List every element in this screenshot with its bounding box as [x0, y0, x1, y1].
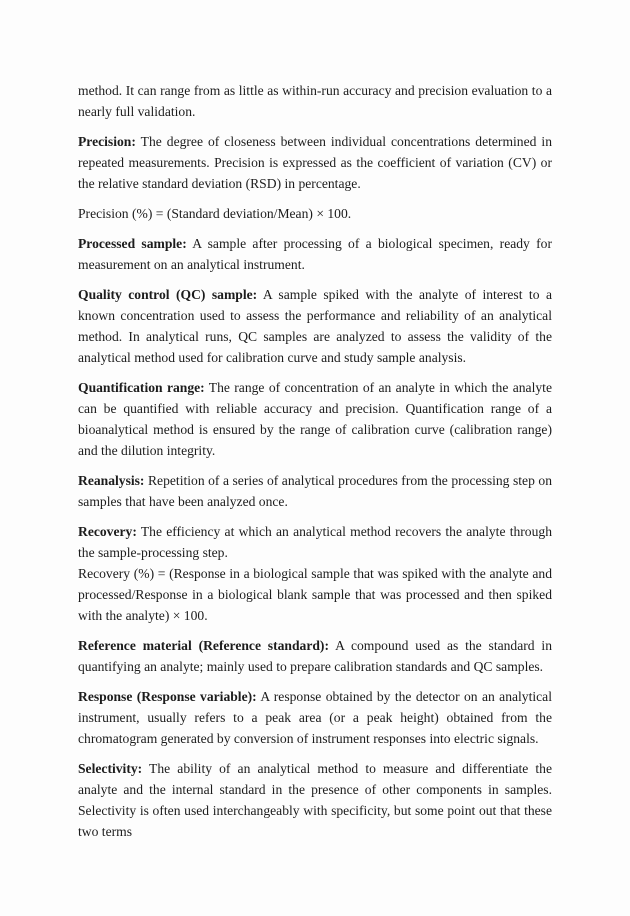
- term-label: Quantification range:: [78, 380, 205, 395]
- term-label: Processed sample:: [78, 236, 187, 251]
- paragraph-recovery: [78, 521, 552, 626]
- paragraph-selectivity: [78, 758, 552, 842]
- formula-text: Precision (%) = (Standard deviation/Mean) × 100.: [78, 206, 352, 221]
- term-label: Reference material (Reference standard):: [78, 638, 329, 653]
- paragraph-method-continuation: [78, 80, 552, 122]
- term-label: Reanalysis:: [78, 473, 145, 488]
- term-label: Quality control (QC) sample:: [78, 287, 258, 302]
- definition-text: A sample after processing of a biological specimen, ready for measurement on an analytical instrument.: [78, 236, 552, 272]
- term-label: Response (Response variable):: [78, 689, 257, 704]
- definition-text: The degree of closeness between individual concentrations determined in repeated measurements. Precision is expressed as the coefficient of variation (CV) or the relative standard deviation (RSD) in percentage.: [78, 134, 552, 191]
- term-label: Precision:: [78, 134, 136, 149]
- paragraph-quantification-range: [78, 377, 552, 461]
- definition-text: A response obtained by the detector on an analytical instrument, usually refers to a peak area (or a peak height) obtained from the chromatogram generated by conversion of instrument responses into electric signals.: [78, 689, 552, 746]
- paragraph-precision-formula: [78, 203, 552, 224]
- definition-text: The range of concentration of an analyte in which the analyte can be quantified with reliable accuracy and precision. Quantification range of a bioanalytical method is ensured by the range of calibration curve (calibration range) and the dilution integrity.: [78, 380, 552, 458]
- term-label: Recovery:: [78, 524, 137, 539]
- paragraph-reference-material: [78, 635, 552, 677]
- definition-text: A compound used as the standard in quantifying an analyte; mainly used to prepare calibration standards and QC samples.: [78, 638, 552, 674]
- paragraph-qc-sample: [78, 284, 552, 368]
- term-label: Selectivity:: [78, 761, 143, 776]
- definition-text: The ability of an analytical method to measure and differentiate the analyte and the internal standard in the presence of other components in samples. Selectivity is often used interchangeably with specificity, but some point out that these two terms: [78, 761, 553, 839]
- paragraph-response: [78, 686, 552, 749]
- paragraph-processed-sample: [78, 233, 552, 275]
- definition-text: A sample spiked with the analyte of interest to a known concentration used to assess the performance and reliability of an analytical method. In analytical runs, QC samples are analyzed to assess the validity of the analytical method used for calibration curve and study sample analysis.: [78, 287, 552, 365]
- definition-text: The efficiency at which an analytical method recovers the analyte through the sample-processing step.: [78, 524, 552, 560]
- definition-text: Repetition of a series of analytical procedures from the processing step on samples that have been analyzed once.: [78, 473, 552, 509]
- definition-text: method. It can range from as little as within-run accuracy and precision evaluation to a nearly full validation.: [78, 83, 552, 119]
- paragraph-precision: [78, 131, 552, 194]
- recovery-formula-text: Recovery (%) = (Response in a biological sample that was spiked with the analyte and processed/Response in a biological blank sample that was processed and then spiked with the analyte) × 100.: [78, 566, 552, 623]
- paragraph-reanalysis: [78, 470, 552, 512]
